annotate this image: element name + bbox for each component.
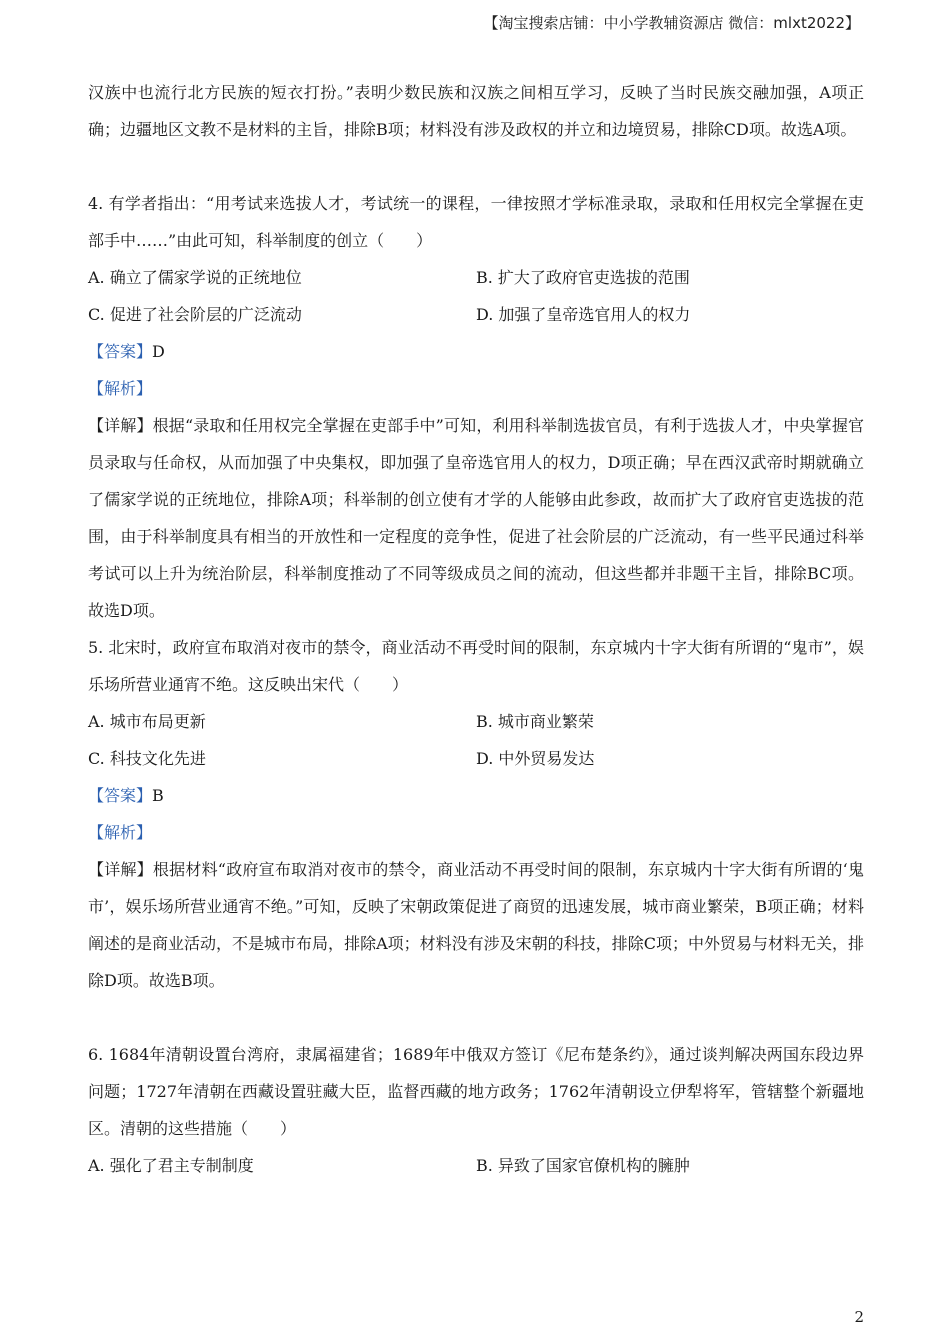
answer-value: D xyxy=(152,342,165,361)
answer-tag: 【答案】 xyxy=(88,342,153,361)
question-5 xyxy=(88,629,864,999)
q4-option-a: A. 确立了儒家学说的正统地位 xyxy=(88,268,302,287)
prev-explanation: 汉族中也流行北方民族的短衣打扮。”表明少数民族和汉族之间相互学习，反映了当时民族交融加强，A项正确；边疆地区文教不是材料的主旨，排除B项；材料没有涉及政权的并立和边境贸易，排除CD项。故选A项。 xyxy=(88,83,864,139)
question-6 xyxy=(88,1036,864,1184)
question-4 xyxy=(88,185,864,629)
q4-option-c: C. 促进了社会阶层的广泛流动 xyxy=(88,305,302,324)
answer-value: B xyxy=(152,786,164,805)
q4-option-b: B. 扩大了政府官吏选拔的范围 xyxy=(476,268,690,287)
answer-tag: 【答案】 xyxy=(88,786,153,805)
q5-option-b: B. 城市商业繁荣 xyxy=(476,712,594,731)
q4-detail xyxy=(88,407,864,629)
q5-answer xyxy=(88,777,864,814)
detail-tag: 【详解】 xyxy=(88,416,153,435)
detail-tag: 【详解】 xyxy=(88,860,153,879)
detail-text: 根据“录取和任用权完全掌握在吏部手中”可知，利用科举制选拔官员，有利于选拔人才，中央掌握官员录取与任命权，从而加强了中央集权，即加强了皇帝选官用人的权力，D项正确；早在西汉武帝时期就确立了儒家学说的正统地位，排除A项；科举制的创立使有才学的人能够由此参政，故而扩大了政府官吏选拔的范围，由于科举制度具有相当的开放性和一定程度的竞争性，促进了社会阶层的广泛流动，有一些平民通过科举考试可以上升为统治阶层，科举制度推动了不同等级成员之间的流动，但这些都并非题干主旨，排除BC项。故选D项。 xyxy=(88,416,864,620)
q4-option-d: D. 加强了皇帝选官用人的权力 xyxy=(476,305,691,324)
document-body xyxy=(88,74,864,1184)
q6-option-b: B. 异致了国家官僚机构的臃肿 xyxy=(476,1156,690,1175)
q4-answer xyxy=(88,333,864,370)
q5-option-a: A. 城市布局更新 xyxy=(88,712,206,731)
analysis-tag: 【解析】 xyxy=(88,379,153,398)
detail-text: 根据材料“政府宣布取消对夜市的禁令，商业活动不再受时间的限制，东京城内十字大街有所谓的‘鬼市’，娱乐场所营业通宵不绝。”可知，反映了宋朝政策促进了商贸的迅速发展，城市商业繁荣，B项正确；材料阐述的是商业活动，不是城市布局，排除A项；材料没有涉及宋朝的科技，排除C项；中外贸易与材料无关，排除D项。故选B项。 xyxy=(88,860,864,990)
q4-analysis xyxy=(88,370,864,407)
shop-header: 【淘宝搜索店铺：中小学教辅资源店 微信：mlxt2022】 xyxy=(483,14,860,32)
q6-stem: 6. 1684年清朝设置台湾府，隶属福建省；1689年中俄双方签订《尼布楚条约》，通过谈判解决两国东段边界问题；1727年清朝在西藏设置驻藏大臣，监督西藏的地方政务；1762年清朝设立伊犁将军，管辖整个新疆地区。清朝的这些措施（ ） xyxy=(88,1045,864,1138)
q5-option-c: C. 科技文化先进 xyxy=(88,749,206,768)
q5-option-d: D. 中外贸易发达 xyxy=(476,749,595,768)
page-number: 2 xyxy=(854,1308,864,1326)
q4-stem: 4. 有学者指出：“用考试来选拔人才，考试统一的课程，一律按照才学标准录取，录取和任用权完全掌握在吏部手中……”由此可知，科举制度的创立（ ） xyxy=(88,194,864,250)
analysis-tag: 【解析】 xyxy=(88,823,153,842)
q5-analysis xyxy=(88,814,864,851)
q6-option-a: A. 强化了君主专制制度 xyxy=(88,1156,254,1175)
q5-detail xyxy=(88,851,864,999)
q5-stem: 5. 北宋时，政府宣布取消对夜市的禁令，商业活动不再受时间的限制，东京城内十字大街有所谓的“鬼市”，娱乐场所营业通宵不绝。这反映出宋代（ ） xyxy=(88,638,864,694)
